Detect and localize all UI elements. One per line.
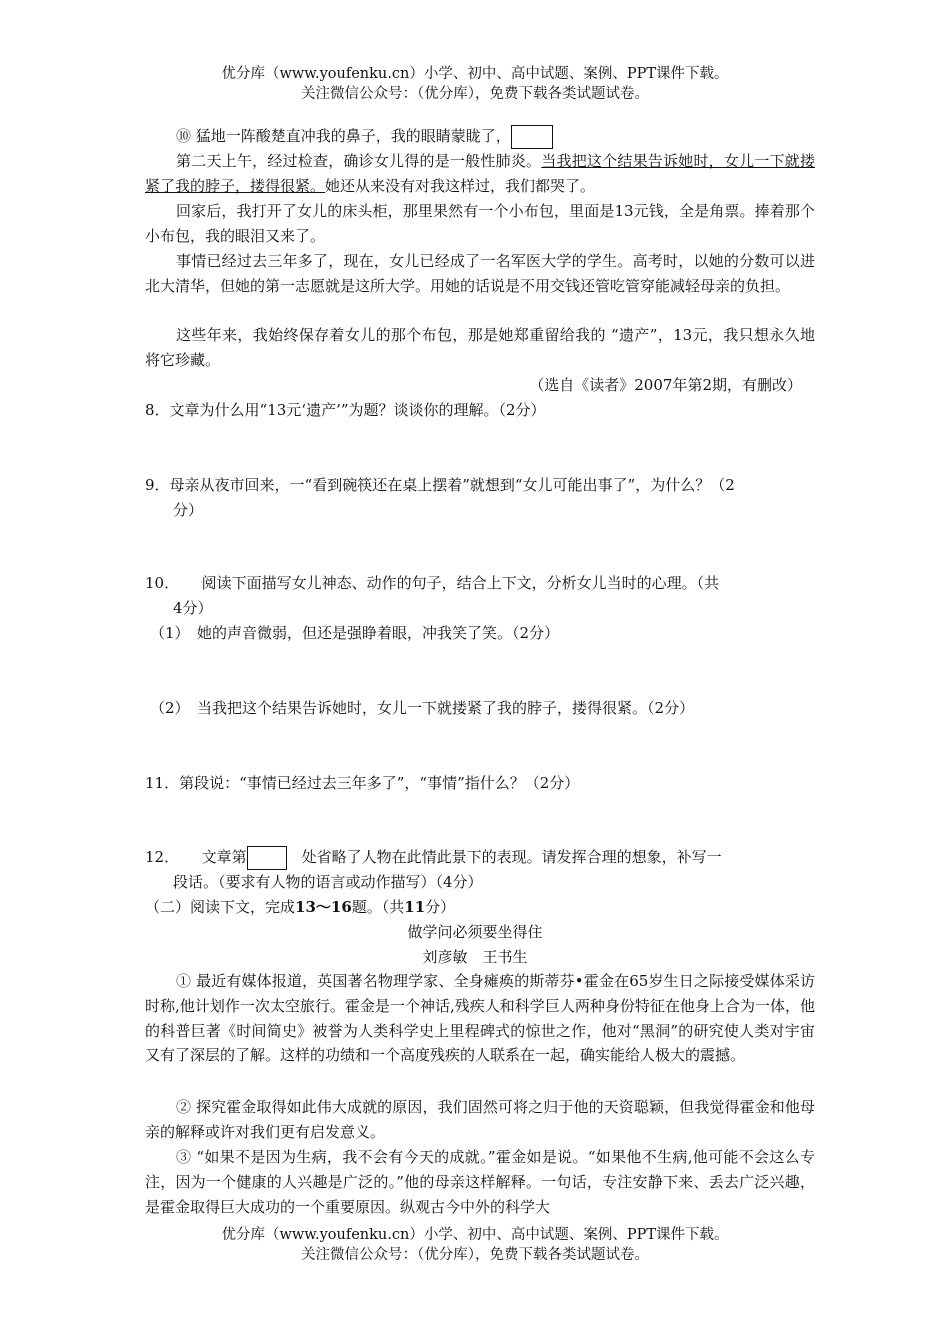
page-footer: [0, 1225, 950, 1265]
question-11: 11．第段说：“事情已经过去三年多了”，“事情”指什么？（2分）: [145, 774, 580, 792]
question-8: 8．文章为什么用“13元‘遗产’”为题？谈谈你的理解。（2分）: [145, 401, 546, 419]
paragraph-11: 第二天上午，经过检查，确诊女儿得的是一般性肺炎。当我把这个结果告诉她时，女儿一下就搂紧了我的脖子，搂得很紧。她还从来没有对我这样过，我们都哭了。: [145, 152, 815, 195]
article-paragraph-2: ② 探究霍金取得如此伟大成就的原因，我们固然可将之归于他的天资聪颖，但我觉得霍金和他母亲的解释或许对我们更有启发意义。: [145, 1098, 815, 1141]
paragraph-14: 这些年来，我始终保存着女儿的那个布包，那是她郑重留给我的 “遗产”，13元，我只想永久地将它珍藏。: [145, 326, 815, 369]
paragraph-13: 事情已经过去三年多了，现在，女儿已经成了一名军医大学的学生。高考时，以她的分数可以进北大清华，但她的第一志愿就是这所大学。用她的话说是不用交钱还管吃管穿能减轻母亲的负担。: [145, 252, 815, 295]
paragraph-number-box: [247, 846, 287, 870]
paragraph-12: 回家后，我打开了女儿的床头柜，那里果然有一个小布包，里面是13元钱，全是角票。捧着那个小布包，我的眼泪又来了。: [145, 202, 815, 245]
question-10-part-1: （1） 她的声音微弱，但还是强睁着眼，冲我笑了笑。（2分）: [150, 624, 560, 642]
article-paragraph-3: ③ “如果不是因为生病，我不会有今天的成就。”霍金如是说。“如果他不生病,他可能不会这么专注，因为一个健康的人兴趣是广泛的。”他的母亲这样解释。一句话，专注安静下来、丢去广泛兴趣，是霍金取得巨大成功的一个重要原因。纵观古今中外的科学大: [145, 1148, 815, 1216]
paragraph-10: ⑩ 猛地一阵酸楚直冲我的鼻子，我的眼睛蒙眬了，: [145, 124, 815, 149]
section-2-intro: （二）阅读下文，完成13～16题。（共11分）: [145, 898, 456, 916]
answer-blank-box: [511, 125, 553, 149]
question-12: 12． 文章第 处省略了人物在此情此景下的表现。请发挥合理的想象，补写一 段话。（要求有人物的语言或动作描写）（4分）: [145, 848, 722, 891]
article-paragraph-1: ① 最近有媒体报道，英国著名物理学家、全身瘫痪的斯蒂芬•霍金在65岁生日之际接受媒体采访时称,他计划作一次太空旅行。霍金是一个神话,残疾人和科学巨人两种身份特征在他身上合为一体，他的科普巨著《时间简史》被誉为人类科学史上里程碑式的惊世之作，他对“黑洞”的研究使人类对宇宙又有了深层的了解。这样的功绩和一个高度残疾的人联系在一起，确实能给人极大的震撼。: [145, 972, 815, 1065]
question-9: 9．母亲从夜市回来，一“看到碗筷还在桌上摆着”就想到“女儿可能出事了”，为什么？（2 分）: [145, 476, 735, 519]
header-line-1: 优分库（www.youfenku.cn）小学、初中、高中试题、案例、PPT课件下载。: [221, 66, 729, 82]
footer-line-1: 优分库（www.youfenku.cn）小学、初中、高中试题、案例、PPT课件下载。: [221, 1227, 729, 1243]
question-10: 10． 阅读下面描写女儿神态、动作的句子，结合上下文，分析女儿当时的心理。（共 4分）: [145, 574, 720, 617]
article-title: 做学问必须要坐得住: [407, 923, 543, 941]
question-10-part-2: （2） 当我把这个结果告诉她时，女儿一下就搂紧了我的脖子，搂得很紧。（2分）: [150, 699, 695, 717]
header-line-2: 关注微信公众号：（优分库），免费下载各类试题试卷。: [301, 86, 649, 102]
source-citation: （选自《读者》2007年第2期，有删改）: [529, 376, 802, 394]
footer-line-2: 关注微信公众号：（优分库），免费下载各类试题试卷。: [301, 1247, 649, 1263]
page-header: [0, 64, 950, 104]
article-authors: 刘彦敏 王书生: [422, 948, 528, 966]
underlined-sentence: 当我把这个结果告诉她时，女儿一下就搂紧了我的脖子，搂得很紧。: [145, 152, 815, 195]
